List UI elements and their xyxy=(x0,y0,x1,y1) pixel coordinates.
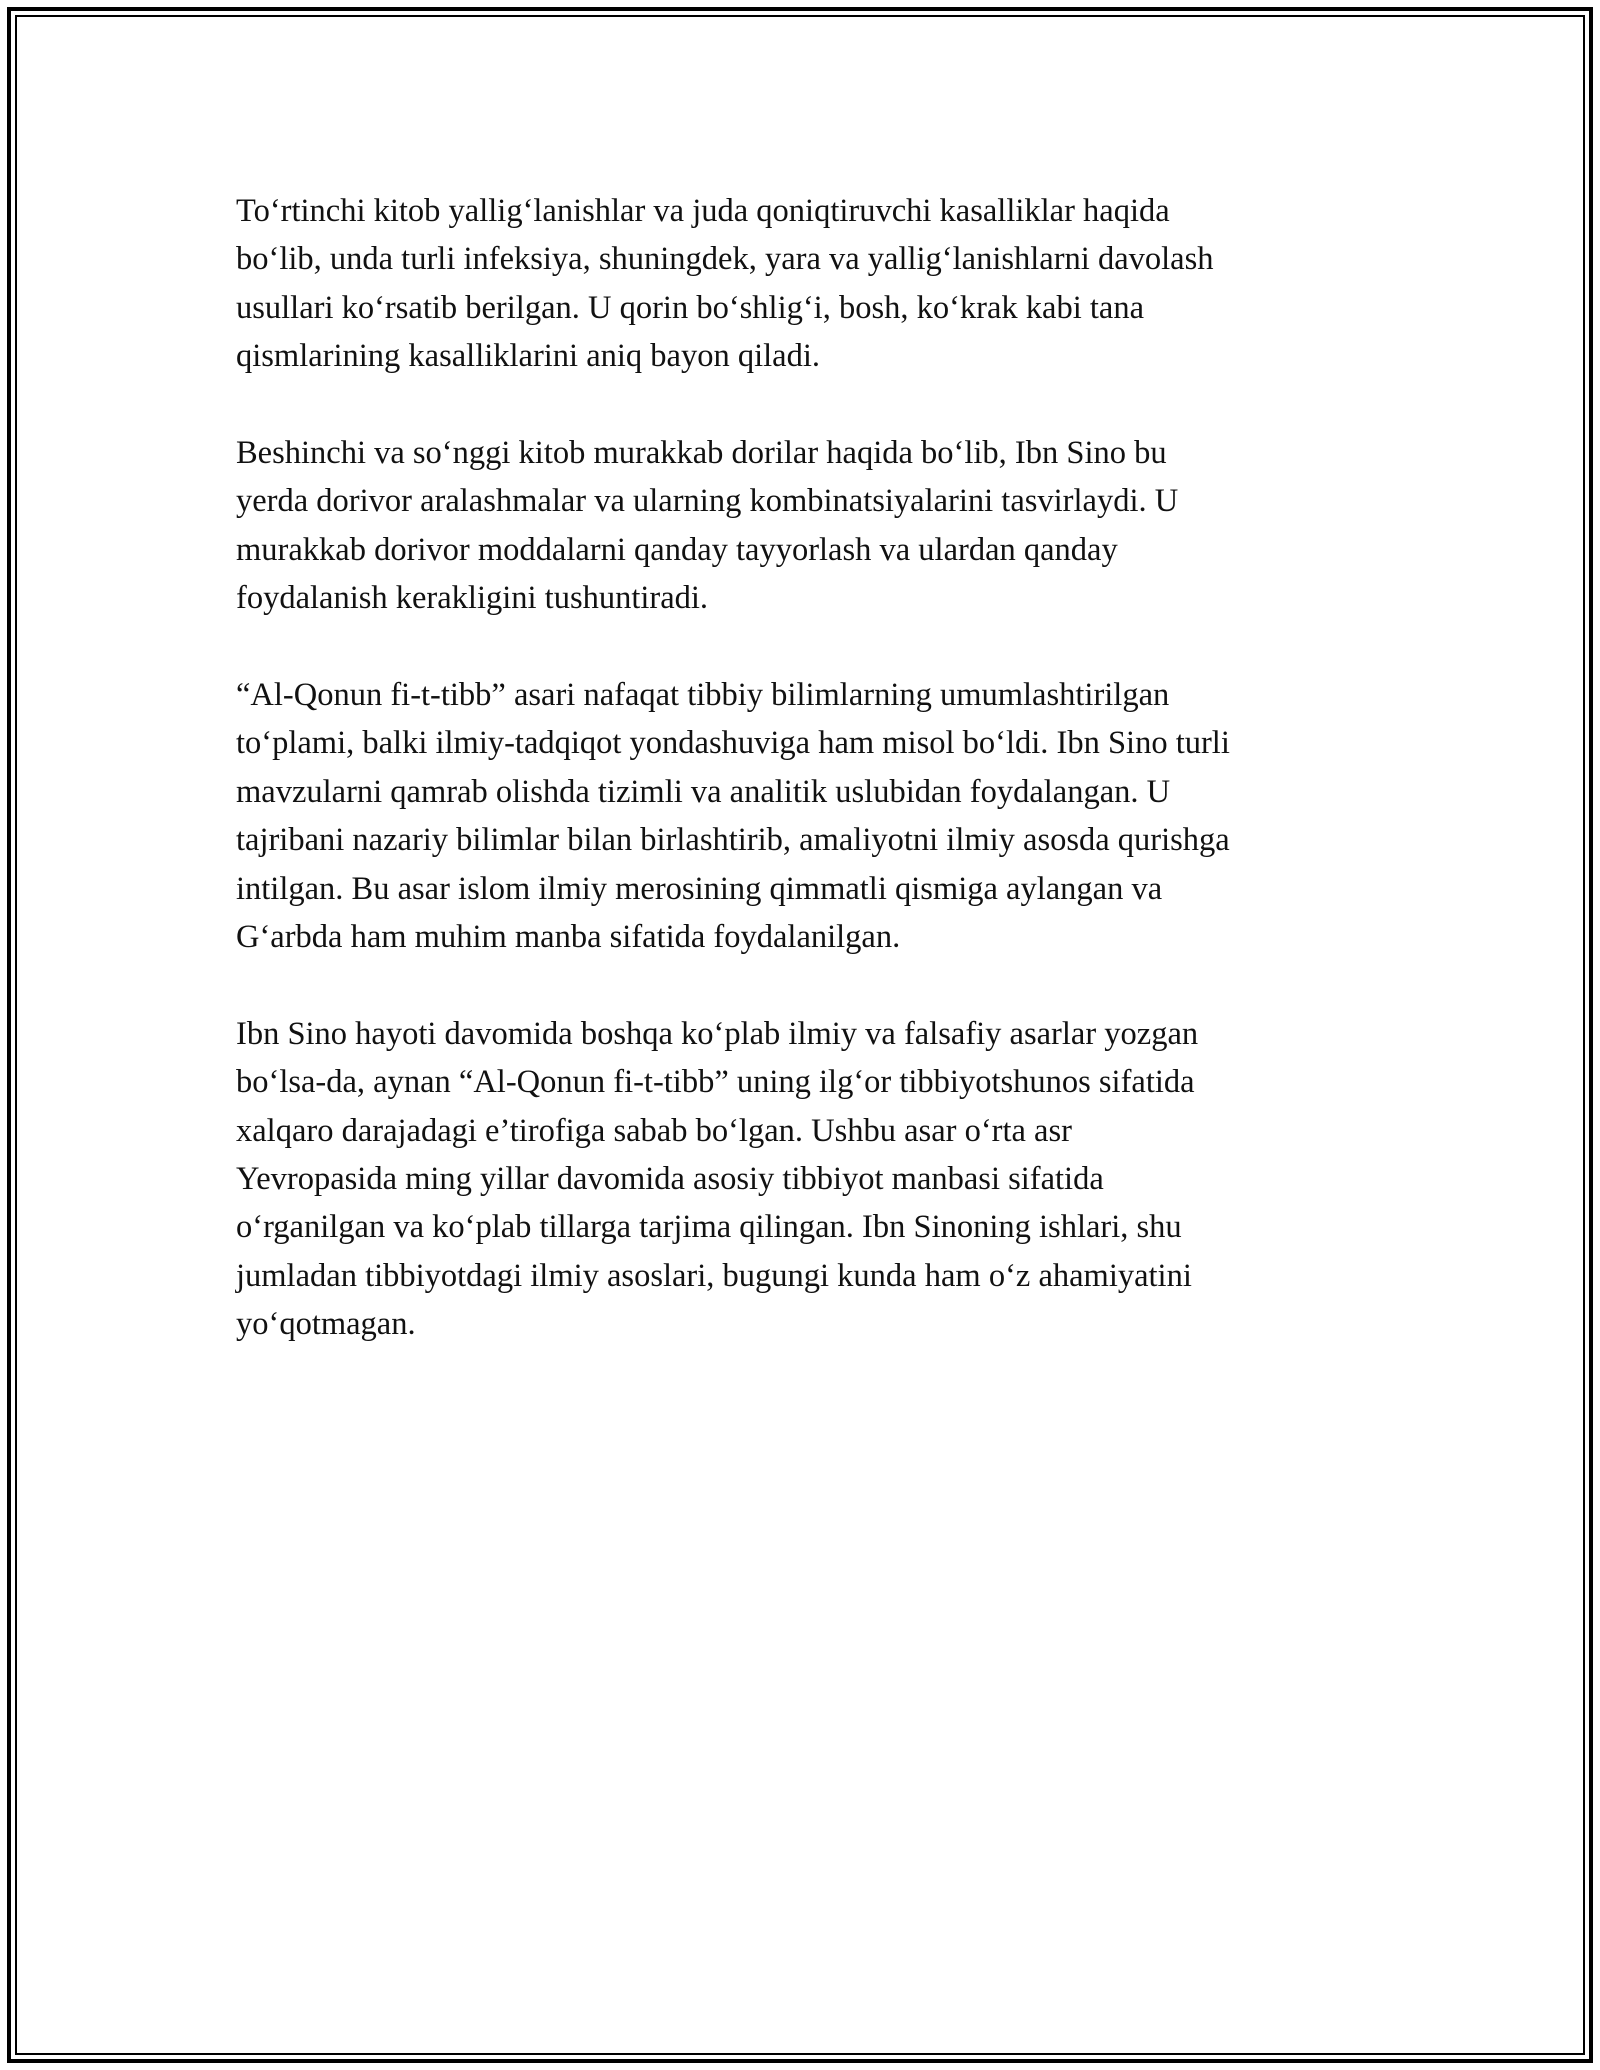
text-line: mavzularni qamrab olishda tizimli va analitik uslubidan foydalangan. U xyxy=(236,773,1171,810)
text-line: qismlarining kasalliklarini aniq bayon qiladi. xyxy=(236,338,820,375)
text-line: Beshinchi va so‘nggi kitob murakkab dorilar haqida bo‘lib, Ibn Sino bu xyxy=(236,435,1167,472)
paragraph-3 xyxy=(236,671,1366,961)
text-line: To‘rtinchi kitob yallig‘lanishlar va juda qoniqtiruvchi kasalliklar haqida xyxy=(236,193,1170,229)
text-line: jumladan tibbiyotdagi ilmiy asoslari, bugungi kunda ham o‘z ahamiyatini xyxy=(236,1257,1192,1294)
text-line: to‘plami, balki ilmiy-tadqiqot yondashuviga ham misol bo‘ldi. Ibn Sino turli xyxy=(236,725,1230,762)
text-line: o‘rganilgan va ko‘plab tillarga tarjima qilingan. Ibn Sinoning ishlari, shu xyxy=(236,1209,1182,1246)
text-line: intilgan. Bu asar islom ilmiy merosining qimmatli qismiga aylangan va xyxy=(236,870,1163,907)
text-line: usullari ko‘rsatib berilgan. U qorin bo‘shlig‘i, bosh, ko‘krak kabi tana xyxy=(236,289,1145,326)
text-line: yo‘qotmagan. xyxy=(236,1306,416,1343)
text-line: bo‘lib, unda turli infeksiya, shuningdek, yara va yallig‘lanishlarni davolash xyxy=(236,241,1214,278)
text-line: Ibn Sino hayoti davomida boshqa ko‘plab ilmiy va falsafiy asarlar yozgan xyxy=(236,1015,1199,1052)
text-line: bo‘lsa-da, aynan “Al-Qonun fi-t-tibb” uning ilg‘or tibbiyotshunos sifatida xyxy=(236,1064,1195,1101)
text-line: Yevropasida ming yillar davomida asosiy tibbiyot manbasi sifatida xyxy=(236,1161,1104,1198)
text-line: xalqaro darajadagi e’tirofiga sabab bo‘lgan. Ushbu asar o‘rta asr xyxy=(236,1112,1072,1149)
paragraph-4 xyxy=(236,1010,1366,1349)
paragraph-1 xyxy=(236,187,1366,381)
paragraph-2 xyxy=(236,429,1366,623)
document-body xyxy=(236,187,1366,1397)
text-line: foydalanish kerakligini tushuntiradi. xyxy=(236,580,709,617)
text-line: tajribani nazariy bilimlar bilan birlashtirib, amaliyotni ilmiy asosda qurishga xyxy=(236,822,1230,859)
text-line: yerda dorivor aralashmalar va ularning kombinatsiyalarini tasvirlaydi. U xyxy=(236,483,1179,520)
text-line: G‘arbda ham muhim manba sifatida foydalanilgan. xyxy=(236,919,901,956)
text-line: murakkab dorivor moddalarni qanday tayyorlash va ulardan qanday xyxy=(236,531,1118,568)
text-line: “Al-Qonun fi-t-tibb” asari nafaqat tibbiy bilimlarning umumlashtirilgan xyxy=(236,677,1170,714)
